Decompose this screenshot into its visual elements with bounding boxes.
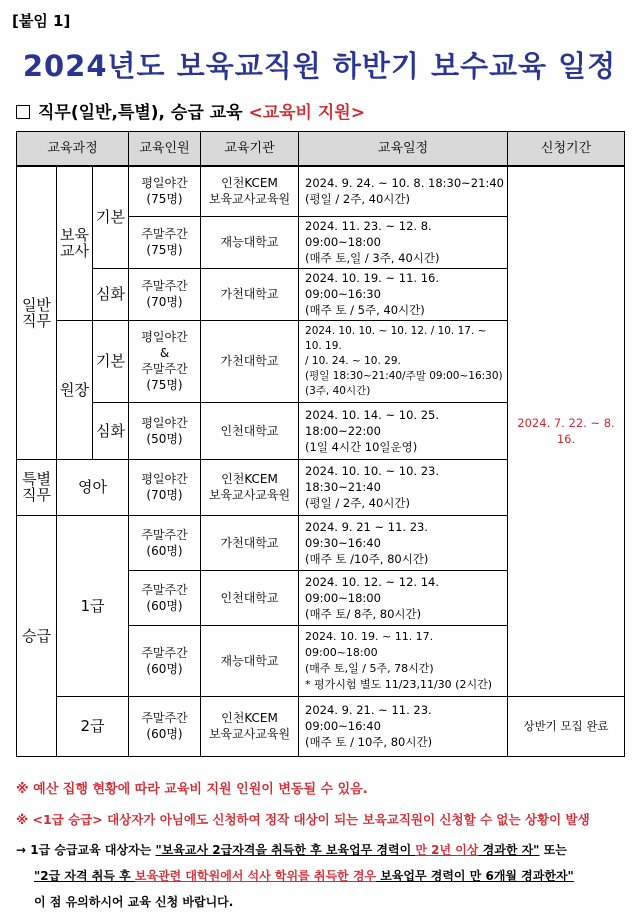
group-teacher-basic: 기본	[93, 166, 129, 268]
group-director: 원장	[57, 320, 93, 459]
group-promotion: 승급	[17, 515, 57, 756]
group-director-deep: 심화	[93, 402, 129, 459]
cell-schedule: 2024. 10. 19. ~ 11. 16. 09:00~16:30 (매주 토 / 5주, 40시간)	[299, 268, 508, 320]
cell-schedule: 2024. 10. 12. ~ 12. 14. 09:00~18:00 (매주 토/ 8주, 80시간)	[299, 570, 508, 625]
cell-schedule: 2024. 10. 14. ~ 10. 25. 18:00~22:00 (1일 4시간 10일운영)	[299, 402, 508, 459]
cell-org: 재능대학교	[201, 216, 299, 268]
cell-schedule: 2024. 9. 21. ~ 11. 23. 09:00~16:40 (매주 토 / 10주, 80시간)	[299, 696, 508, 756]
table-row	[17, 696, 625, 756]
group-special: 특별 직무	[17, 459, 57, 515]
table-row	[17, 166, 625, 216]
cell-people: 주말주간 (60명)	[129, 696, 201, 756]
section-label: 직무(일반,특별), 승급 교육	[38, 103, 243, 123]
section-heading	[16, 98, 365, 123]
group-infant: 영아	[57, 459, 129, 515]
header-people: 교육인원	[129, 132, 201, 167]
section-highlight: <교육비 지원>	[248, 103, 365, 123]
cell-schedule: 2024. 10. 10. ~ 10. 23. 18:30~21:40 (평일 / 2주, 40시간)	[299, 459, 508, 515]
cell-org: 재능대학교	[201, 625, 299, 696]
cell-people: 평일야간 & 주말주간 (75명)	[129, 320, 201, 402]
header-apply: 신청기간	[508, 132, 625, 167]
cell-people: 주말주간 (60명)	[129, 625, 201, 696]
note-warning: ※ <1급 승급> 대상자가 아님에도 신청하여 정작 대상이 되는 보육교직원이 신청할 수 없는 상황이 발생	[16, 812, 590, 827]
note-budget: ※ 예산 집행 현황에 따라 교육비 지원 인원이 변동될 수 있음.	[16, 782, 368, 797]
cell-org: 인천대학교	[201, 402, 299, 459]
note-grade1-alternative: "2급 자격 취득 후 보육관련 대학원에서 석사 학위를 취득한 경우 보육업무 경력이 만 6개월 경과한자"	[34, 869, 574, 883]
header-org: 교육기관	[201, 132, 299, 167]
page-title: 2024년도 보육교직원 하반기 보수교육 일정	[22, 49, 617, 83]
apply-period: 2024. 7. 22. ~ 8. 16.	[508, 166, 625, 696]
cell-people: 주말주간 (60명)	[129, 570, 201, 625]
cell-people: 주말주간 (75명)	[129, 216, 201, 268]
apply-done: 상반기 모집 완료	[508, 696, 625, 756]
group-grade1: 1급	[57, 515, 129, 696]
cell-org: 가천대학교	[201, 320, 299, 402]
schedule-table	[16, 131, 625, 757]
note-closing: 이 점 유의하시어 교육 신청 바랍니다.	[34, 895, 234, 909]
cell-org: 인천대학교	[201, 570, 299, 625]
cell-org: 인천KCEM 보육교사교육원	[201, 166, 299, 216]
note-grade1-eligibility: → 1급 승급교육 대상자는 "보육교사 2급자격을 취득한 후 보육업무 경력이 만 2년 이상 경과한 자" 또는	[16, 843, 567, 857]
group-teacher: 보육 교사	[57, 166, 93, 320]
header-schedule: 교육일정	[299, 132, 508, 167]
checkbox-square-icon	[16, 105, 30, 119]
cell-org: 인천KCEM 보육교사교육원	[201, 696, 299, 756]
group-teacher-deep: 심화	[93, 268, 129, 320]
cell-people: 평일야간 (75명)	[129, 166, 201, 216]
group-grade2: 2급	[57, 696, 129, 756]
notes	[16, 778, 626, 923]
cell-people: 평일야간 (50명)	[129, 402, 201, 459]
cell-schedule: 2024. 9. 24. ~ 10. 8. 18:30~21:40 (평일 / 2주, 40시간)	[299, 166, 508, 216]
table-header-row	[17, 132, 625, 167]
cell-schedule: 2024. 10. 10. ~ 10. 12. / 10. 17. ~ 10. 19. / 10. 24. ~ 10. 29. (평일 18:30~21:40/주말 09:00~16:30) (3주, 40시간)	[299, 320, 508, 402]
cell-schedule: 2024. 10. 19. ~ 11. 17. 09:00~18:00 (매주 토,일 / 5주, 78시간) * 평가시험 별도 11/23,11/30 (2시간)	[299, 625, 508, 696]
cell-org: 가천대학교	[201, 515, 299, 570]
cell-org: 인천KCEM 보육교사교육원	[201, 459, 299, 515]
header-course: 교육과정	[17, 132, 129, 167]
cell-people: 주말주간 (70명)	[129, 268, 201, 320]
group-general: 일반 직무	[17, 166, 57, 459]
cell-schedule: 2024. 9. 21 ~ 11. 23. 09:30~16:40 (매주 토 /10주, 80시간)	[299, 515, 508, 570]
cell-org: 가천대학교	[201, 268, 299, 320]
group-director-basic: 기본	[93, 320, 129, 402]
cell-people: 평일야간 (70명)	[129, 459, 201, 515]
attachment-label: [붙임 1]	[12, 12, 71, 30]
cell-schedule: 2024. 11. 23. ~ 12. 8. 09:00~18:00 (매주 토,일 / 3주, 40시간)	[299, 216, 508, 268]
cell-people: 주말주간 (60명)	[129, 515, 201, 570]
